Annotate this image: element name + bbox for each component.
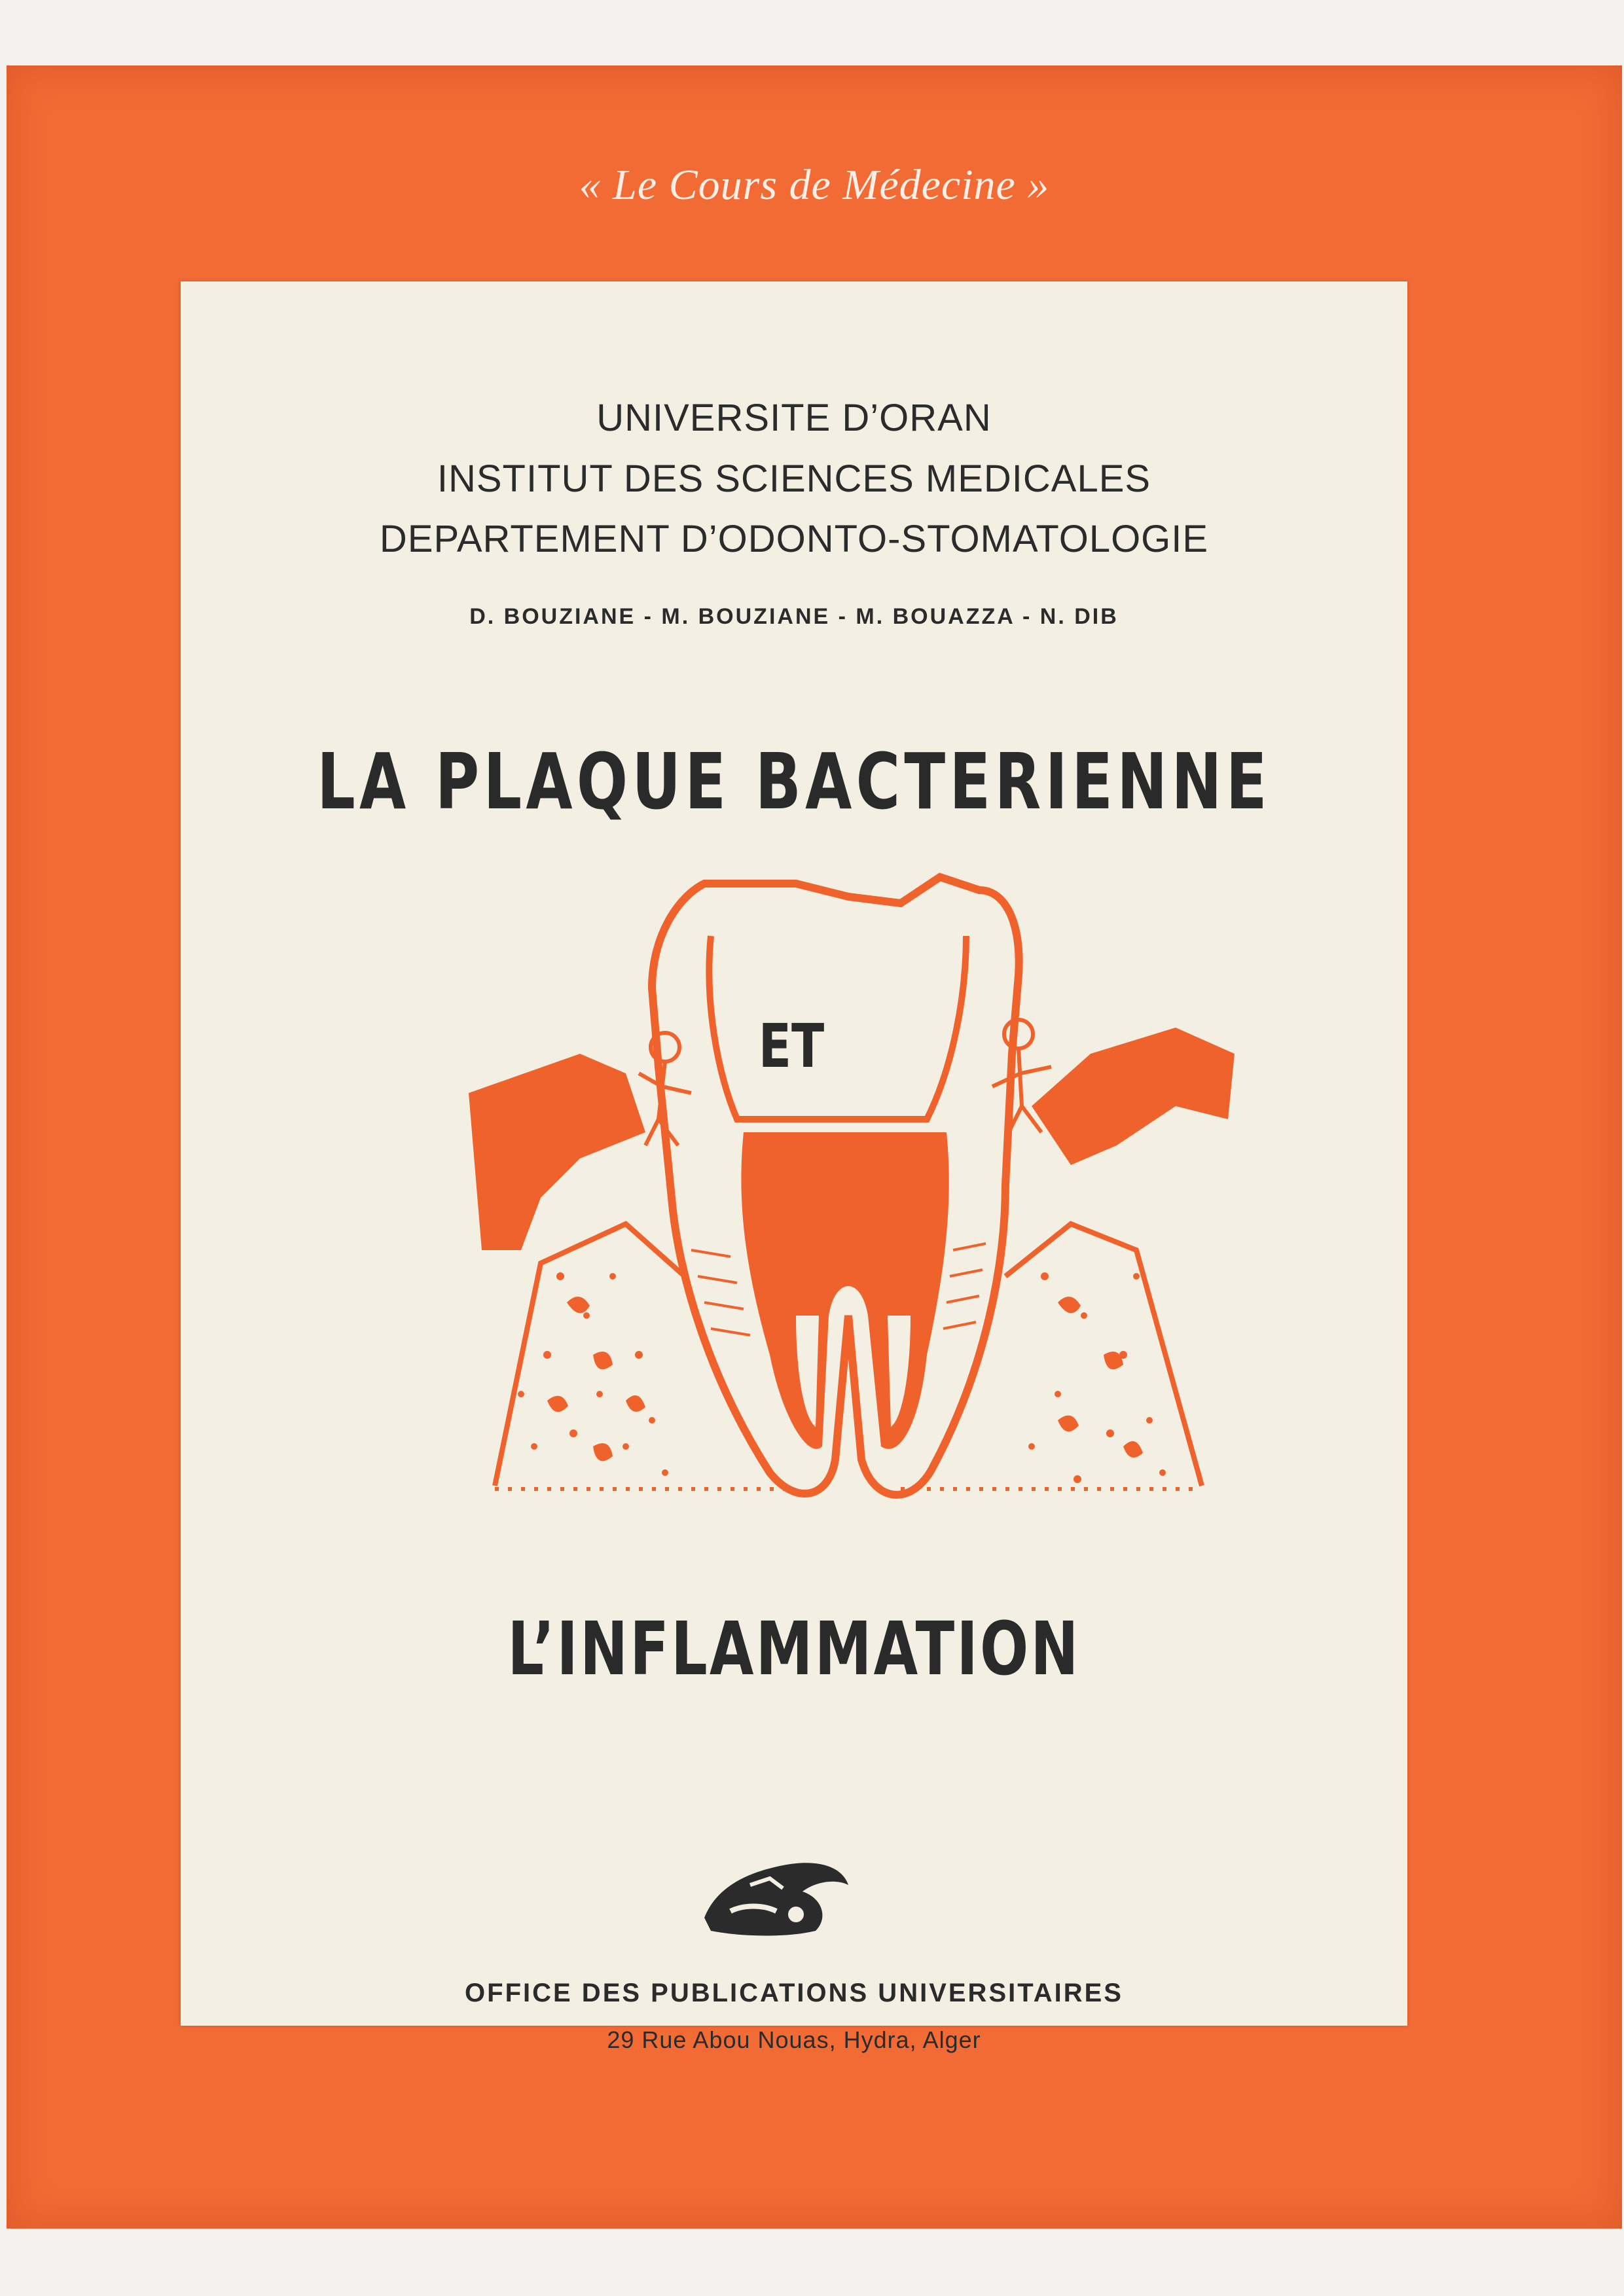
authors: D. BOUZIANE - M. BOUZIANE - M. BOUAZZA - N. DIB (469, 604, 1119, 629)
series-title: « Le Cours de Médecine » (579, 161, 1050, 209)
publisher-address: 29 Rue Abou Nouas, Hydra, Alger (607, 2026, 981, 2053)
publisher-name: OFFICE DES PUBLICATIONS UNIVERSITAIRES (465, 1979, 1123, 2007)
cover-panel (181, 281, 1407, 2053)
title-line-1: LA PLAQUE BACTERIENNE (317, 736, 1271, 827)
university-name: UNIVERSITE D’ORAN (596, 397, 992, 439)
opu-logo (691, 1846, 861, 1944)
institute-name: INSTITUT DES SCIENCES MEDICALES (437, 457, 1151, 500)
book-cover (7, 65, 1622, 2229)
tooth-gum-plaque-illustration (429, 857, 1254, 1525)
department-name: DEPARTEMENT D’ODONTO-STOMATOLOGIE (379, 518, 1209, 560)
title-connector: ET (758, 1011, 825, 1081)
title-line-2: L’INFLAMMATION (507, 1607, 1081, 1692)
